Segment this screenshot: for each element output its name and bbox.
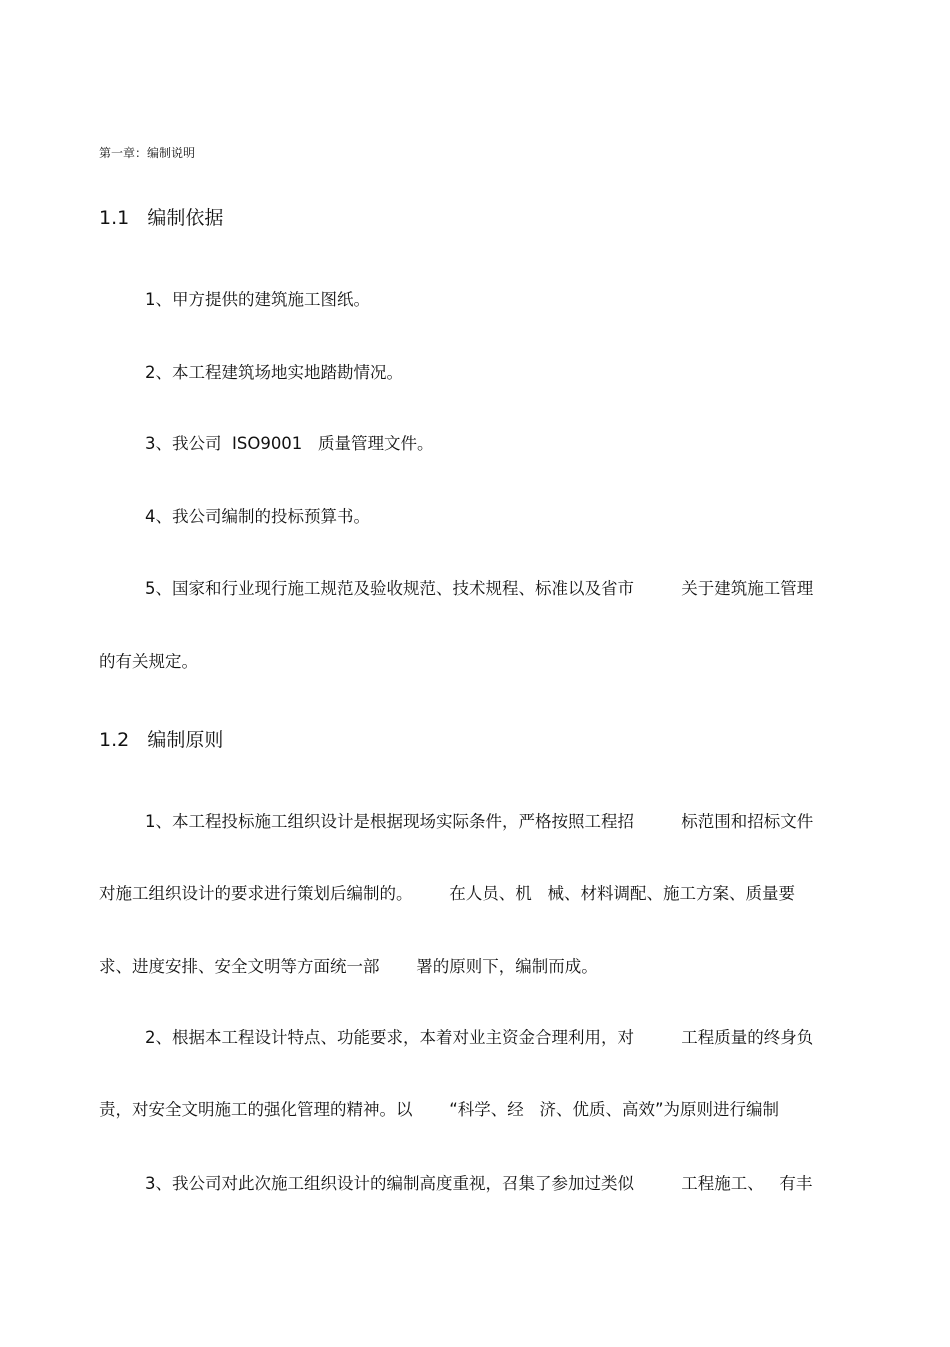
basis-item-4: 4、我公司编制的投标预算书。 xyxy=(145,507,370,526)
principle-line-2: 对施工组织设计的要求进行策划后编制的。 在人员、机 械、材料调配、施工方案、质量要 xyxy=(99,884,795,903)
basis-item-1: 1、甲方提供的建筑施工图纸。 xyxy=(145,290,370,309)
basis-item-3: 3、我公司 ISO9001 质量管理文件。 xyxy=(145,434,434,453)
basis-item-5: 5、国家和行业现行施工规范及验收规范、技术规程、标准以及省市 关于建筑施工管理 xyxy=(145,579,814,598)
section-heading-1-1: 1.1 编制依据 xyxy=(99,207,224,229)
basis-item-2: 2、本工程建筑场地实地踏勘情况。 xyxy=(145,363,403,382)
basis-item-5-continued: 的有关规定。 xyxy=(99,652,198,671)
principle-line-3: 求、进度安排、安全文明等方面统一部 署的原则下，编制而成。 xyxy=(99,957,598,976)
principle-line-5: 责，对安全文明施工的强化管理的精神。以 “科学、经 济、优质、高效”为原则进行编制 xyxy=(99,1100,780,1119)
principle-line-4: 2、根据本工程设计特点、功能要求，本着对业主资金合理利用，对 工程质量的终身负 xyxy=(145,1028,814,1047)
principle-line-6: 3、我公司对此次施工组织设计的编制高度重视，召集了参加过类似 工程施工、 有丰 xyxy=(145,1174,813,1193)
chapter-heading: 第一章：编制说明 xyxy=(99,146,196,160)
section-heading-1-2: 1.2 编制原则 xyxy=(99,729,224,751)
principle-line-1: 1、本工程投标施工组织设计是根据现场实际条件，严格按照工程招 标范围和招标文件 xyxy=(145,812,814,831)
